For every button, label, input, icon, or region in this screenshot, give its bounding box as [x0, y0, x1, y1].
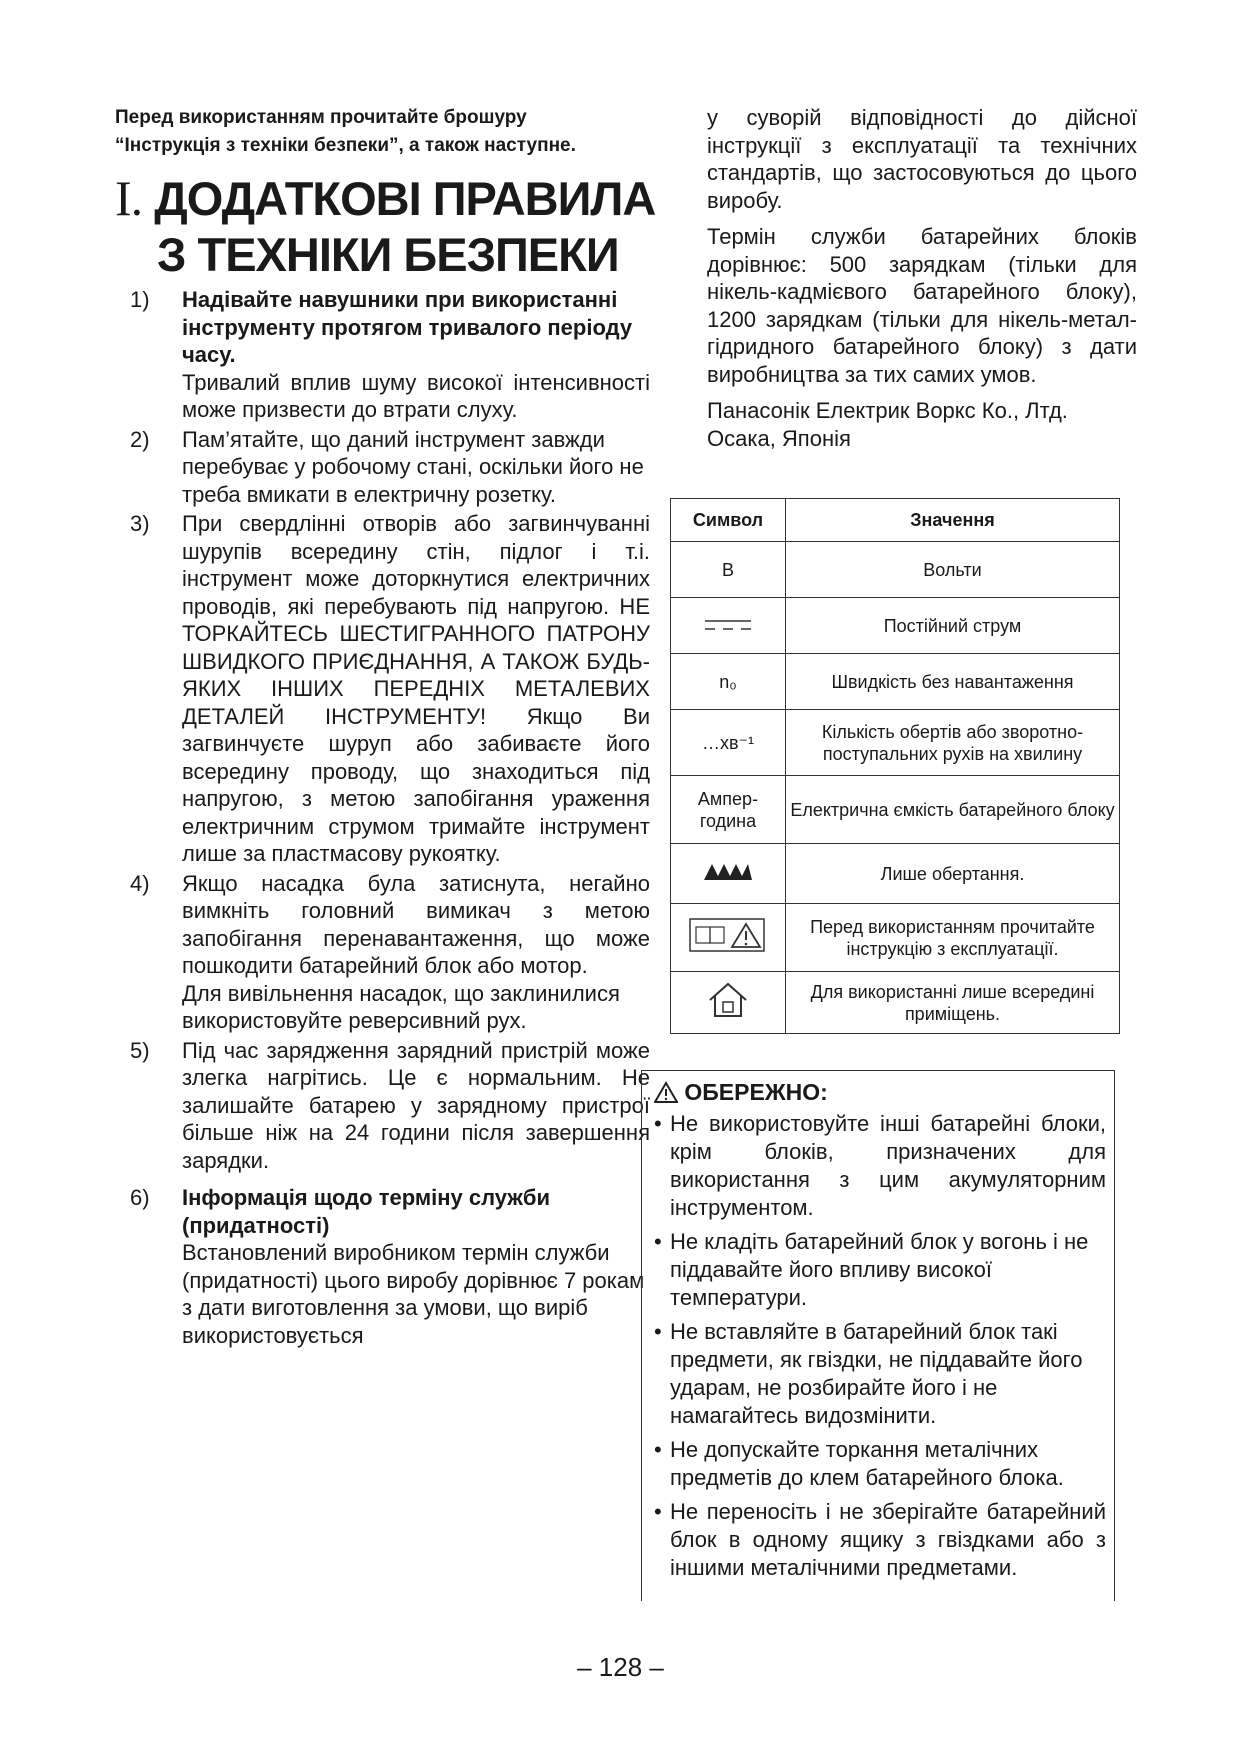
rule-heading: Надівайте навушники при використанні інструменту протягом тривалого періоду часу. — [182, 287, 633, 367]
meaning-cell: Лише обертання. — [786, 844, 1120, 904]
symbol-cell — [671, 844, 786, 904]
meaning-cell: Швидкість без навантаження — [786, 654, 1120, 710]
symbol-cell — [671, 598, 786, 654]
rule-number: 1) — [130, 287, 150, 312]
symbols-table — [670, 498, 1120, 1034]
symbol-cell: …хв⁻¹ — [671, 710, 786, 776]
right-column-text — [707, 104, 1137, 461]
safety-rules-list — [130, 286, 650, 1351]
caution-item: • Не вставляйте в батарейний блок такі предмети, як гвіздки, не піддавайте його ударам, не розбирайте його і не намагайтесь видозмінити. — [654, 1318, 1106, 1430]
rule-text: Пам’ятайте, що даний інструмент завжди перебуває у робочому стані, оскільки його не треба вмикати в електричну розетку. — [182, 426, 644, 507]
rule-number: 5) — [130, 1037, 150, 1063]
rule-item — [130, 286, 650, 424]
meaning-cell: Для використанні лише всередині приміщень. — [786, 972, 1120, 1034]
warning-icon — [654, 1081, 678, 1103]
dc-current-icon — [703, 618, 753, 632]
rule-text: Встановлений виробником термін служби (придатності) цього виробу дорівнює 7 рокам з дати виготовлення за умови, що виріб використовується — [182, 1240, 645, 1348]
meaning-cell: Електрична ємкість батарейного блоку — [786, 776, 1120, 844]
table-row — [671, 710, 1120, 776]
meaning-cell: Кількість обертів або зворотно-поступальних рухів на хвилину — [786, 710, 1120, 776]
table-row — [671, 598, 1120, 654]
symbol-cell: n₀ — [671, 654, 786, 710]
rule-item — [130, 1037, 650, 1175]
symbol-cell: В — [671, 542, 786, 598]
table-header-row — [671, 499, 1120, 542]
intro-line: “Інструкція з техніки безпеки”, а також наступне. — [115, 135, 576, 156]
symbol-cell — [671, 904, 786, 972]
rule-heading: Інформація щодо терміну служби (придатності) — [182, 1185, 551, 1238]
intro-line: Перед використанням прочитайте брошуру — [115, 107, 527, 128]
indoor-use-icon — [706, 980, 750, 1020]
table-row — [671, 776, 1120, 844]
caution-list — [642, 1110, 1114, 1582]
meaning-cell: Постійний струм — [786, 598, 1120, 654]
page-number: – 128 – — [577, 1652, 664, 1682]
caution-heading — [654, 1079, 1114, 1106]
service-life-text: у суворій відповідності до дійсної інструкції з експлуатації та технічних стандартів, що застосовуються до цього виробу. — [707, 105, 1137, 213]
rule-item — [130, 1184, 650, 1349]
rule-item — [130, 510, 650, 868]
rule-number: 2) — [130, 426, 150, 452]
caution-box — [641, 1070, 1115, 1601]
table-header: Значення — [786, 499, 1120, 542]
meaning-cell: Перед використанням прочитайте інструкцію з експлуатації. — [786, 904, 1120, 972]
table-row — [671, 654, 1120, 710]
table-row — [671, 972, 1120, 1034]
rule-text: При свердлінні отворів або загвинчуванні шурупів всередину стін, підлог і т.і. інструмент може доторкнутися електричних проводів, які перебувають під напругою. НЕ ТОРКАЙТЕСЬ ШЕСТИГРАННОГО ПАТРОНУ ШВИДКОГО ПРИЄДНАННЯ, А ТАКОЖ БУДЬ-ЯКИХ ІНШИХ ПЕРЕДНІХ МЕТАЛЕВИХ ДЕТАЛЕЙ ІНСТРУМЕНТУ! Якщо Ви загвинчуєте шуруп або забиваєте його всередину проводу, що знаходиться під напругою, з метою запобігання ураження електричним струмом тримайте інструмент лише за пластмасову рукоятку. — [182, 511, 650, 866]
table-row — [671, 904, 1120, 972]
caution-title: ОБЕРЕЖНО: — [684, 1079, 828, 1105]
rule-text: Для вивільнення насадок, що заклинилися використовуйте реверсивний рух. — [182, 980, 620, 1033]
rule-item — [130, 870, 650, 1035]
manufacturer-text: Панасонік Електрик Воркс Ко., Лтд. Осака, Японія — [707, 398, 1068, 451]
battery-life-text: Термін служби батарейних блоків дорівнює: 500 зарядкам (тільки для нікель-кадмієвого батарейного блоку), 1200 зарядкам (тільки для нікель-метал-гідридного батарейного блоку) з дати виробництва за тих самих умов. — [707, 224, 1137, 387]
rule-text: Під час зарядження зарядний пристрій може злегка нагрітись. Це є нормальним. Не залишайте батарею у зарядному пристрої більше ніж на 24 години після завершення зарядки. — [182, 1037, 650, 1173]
rule-number: 3) — [130, 511, 150, 536]
section-title-line: З ТЕХНІКИ БЕЗПЕКИ — [157, 228, 619, 281]
rule-item — [130, 426, 650, 509]
section-title — [115, 170, 675, 283]
symbol-cell: Ампер-година — [671, 776, 786, 844]
rule-number: 6) — [130, 1185, 150, 1210]
table-row — [671, 844, 1120, 904]
section-roman-numeral: I. — [115, 170, 143, 226]
rule-text: Якщо насадка була затиснута, негайно вимкніть головний вимикач з метою запобігання перенавантаження, що може пошкодити батарейний блок або мотор. — [182, 870, 650, 978]
rotation-only-icon — [702, 860, 754, 882]
rule-text: Тривалий вплив шуму високої інтенсивності може призвести до втрати слуху. — [182, 369, 650, 422]
section-title-line: ДОДАТКОВІ ПРАВИЛА — [154, 172, 656, 225]
symbol-cell — [671, 972, 786, 1034]
caution-item: • Не допускайте торкання металічних предметів до клем батарейного блока. — [654, 1436, 1106, 1492]
table-row — [671, 542, 1120, 598]
rule-number: 4) — [130, 870, 150, 896]
caution-item: • Не кладіть батарейний блок у вогонь і не піддавайте його впливу високої температури. — [654, 1228, 1106, 1312]
table-header: Символ — [671, 499, 786, 542]
intro-note — [115, 104, 675, 160]
meaning-cell: Вольти — [786, 542, 1120, 598]
caution-item: • Не використовуйте інші батарейні блоки, крім блоків, призначених для використання з цим акумуляторним інструментом. — [654, 1110, 1106, 1222]
caution-item: • Не переносіть і не зберігайте батарейний блок в одному ящику з гвіздками або з іншими металічними предметами. — [654, 1498, 1106, 1582]
read-manual-icon — [688, 915, 768, 955]
